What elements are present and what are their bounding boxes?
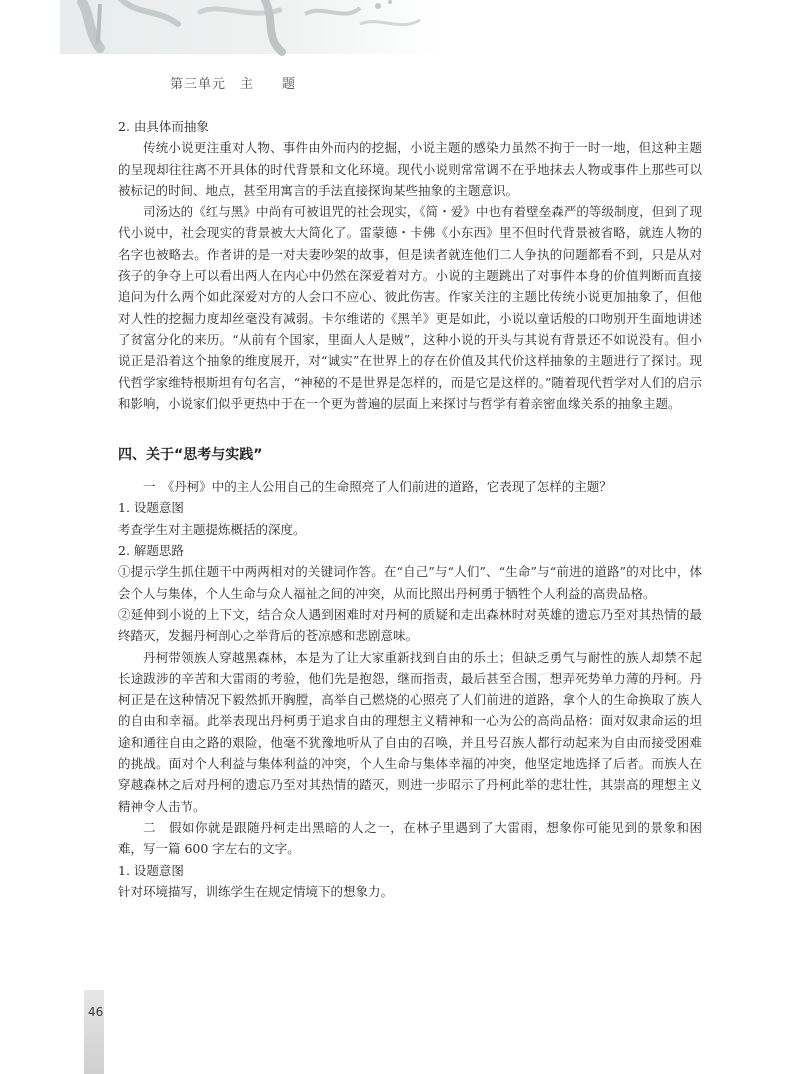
watermark-decoration: [505, 662, 645, 702]
section-2-paragraph-1: 传统小说更注重对人物、事件由外而内的挖掘，小说主题的感染力虽然不拘于一时一地，但这种主题的呈现却往往离不开具体的时代背景和文化环境。现代小说则常常调不在乎地抹去人物或事件上那些可以被标记的时间、地点，甚至用寓言的手法直接探询某些抽象的主题意识。: [118, 140, 702, 198]
question-1-point-2: ②延伸到小说的上下文，结合众人遇到困难时对丹柯的质疑和走出森林时对英雄的遗忘乃至对其热情的最终踏灭，发掘丹柯剖心之举背后的苍凉感和悲剧意味。: [118, 606, 702, 644]
question-1-point-1: ①提示学生抓住题干中两两相对的关键词作答。在“自己”与“人们”、“生命”与“前进的道路”的对比中，体会个人与集体，个人生命与众人福祉之间的冲突，从而比照出丹柯勇于牺牲个人利益的高贵品格。: [118, 564, 702, 601]
section-2-paragraph-2: 司汤达的《红与黑》中尚有可被诅咒的社会现实，《简・爱》中也有着壁垒森严的等级制度，但到了现代小说中，社会现实的背景被大大简化了。雷蒙德・卡佛《小东西》里不但时代背景被省略，就连人物的名字也被略去。作者讲的是一对夫妻吵架的故事，但是读者就连他们二人争执的问题都看不到，只是从对孩子的争夺上可以看出两人在内心中仍然在深爱着对方。小说的主题跳出了对事件本身的价值判断而直接追问为什么两个如此深爱对方的人会口不应心、彼此伤害。作家关注的主题比传统小说更加抽象了，但他对人性的挖掘力度却丝毫没有减弱。卡尔维诺的《黑羊》更是如此，小说以童话般的口吻别开生面地讲述了贫富分化的来历。“从前有个国家，里面人人是贼”，这种小说的开头与其说有背景还不如说没有。但小说正是沿着这个抽象的维度展开，对“诚实”在世界上的存在价值及其代价这样抽象的主题进行了探讨。现代哲学家维特根斯坦有句名言，“神秘的不是世界是怎样的，而是它是这样的。”随着现代哲学对人们的启示和影响，小说家们似乎更热中于在一个更为普遍的层面上来探讨与哲学有着亲密血缘关系的抽象主题。: [118, 204, 702, 411]
page-number: 46: [88, 1005, 104, 1019]
section-4-heading: 四、关于“思考与实践”: [118, 447, 263, 464]
header-banner: [0, 0, 800, 90]
question-1-intent-label: 1. 设题意图: [118, 500, 184, 516]
question-2-intent: 针对环境描写，训练学生在规定情境下的想象力。: [118, 883, 394, 899]
page-edge-strip: [84, 990, 104, 1074]
question-2-intent-label: 1. 设题意图: [118, 862, 184, 878]
question-1-intent: 考查学生对主题提炼概括的深度。: [118, 521, 306, 537]
question-2: 二 假如你就是跟随丹柯走出黑暗的人之一，在林子里遇到了大雷雨，想象你可能见到的景象和困难，写一篇 600 字左右的文字。: [118, 819, 702, 857]
question-1-approach-label: 2. 解题思路: [118, 543, 184, 559]
question-1-answer: 丹柯带领族人穿越黑森林，本是为了让大家重新找到自由的乐土；但缺乏勇气与耐性的族人却禁不起长途跋涉的辛苦和大雷雨的考验，他们先是抱怨，继而指责，最后甚至合围，想弄死势单力薄的丹柯。丹柯正是在这种情况下毅然抓开胸膛，高举自己燃烧的心照亮了人们前进的道路，拿个人的生命换取了族人的自由和幸福。此举表现出丹柯勇于追求自由的理想主义精神和一心为公的高尚品格：面对奴隶命运的坦途和通往自由之路的艰险，他毫不犹豫地听从了自由的召唤，并且号召族人都行动起来为自由而接受困难的挑战。面对个人利益与集体利益的冲突，个人生命与集体幸福的冲突，他坚定地选择了后者。而族人在穿越森林之后对丹柯的遗忘乃至对其热情的踏灭，则进一步昭示了丹柯此举的悲壮性，其崇高的理想主义精神令人击节。: [118, 649, 702, 814]
running-head: 第三单元 主 题: [170, 77, 297, 90]
main-content: [118, 116, 702, 902]
section-2-title: 2. 由具体而抽象: [118, 119, 209, 134]
question-1: 一 《丹柯》中的主人公用自己的生命照亮了人们前进的道路，它表现了怎样的主题？: [143, 479, 612, 495]
